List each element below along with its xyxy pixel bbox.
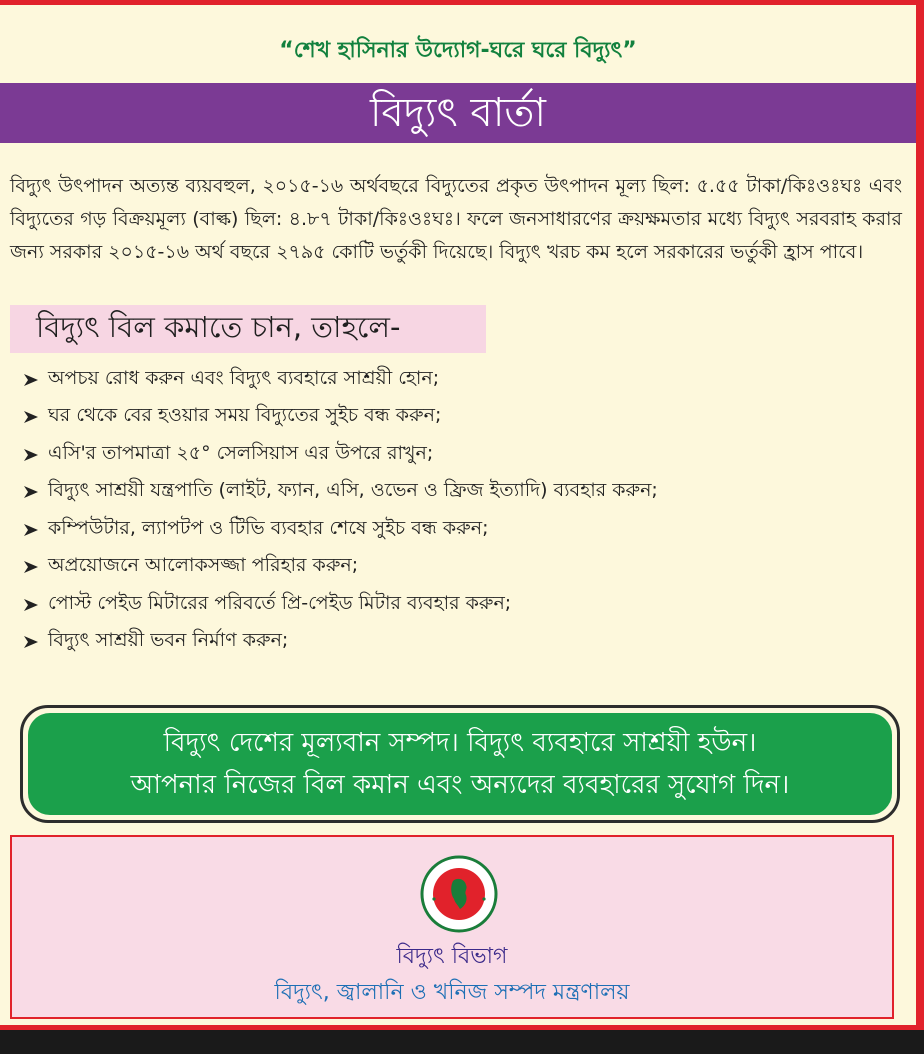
title-banner — [0, 83, 916, 143]
callout-line-1: বিদ্যুৎ দেশের মূল্যবান সম্পদ। বিদ্যুৎ ব্যবহারে সাশ্রয়ী হউন। — [163, 728, 757, 758]
tip-text: এসি'র তাপমাত্রা ২৫° সেলসিয়াস এর উপরে রাখুন; — [48, 441, 434, 464]
tip-text: কম্পিউটার, ল্যাপটপ ও টিভি ব্যবহার শেষে সুইচ বন্ধ করুন; — [48, 516, 489, 539]
arrow-bullet-icon — [22, 371, 40, 389]
arrow-bullet-icon — [22, 483, 40, 501]
tip-text: পোস্ট পেইড মিটারের পরিবর্তে প্রি-পেইড মিটার ব্যবহার করুন; — [48, 591, 512, 614]
list-item — [22, 361, 658, 399]
tip-text: অপ্রয়োজনে আলোকসজ্জা পরিহার করুন; — [48, 554, 359, 577]
callout-line-2: আপনার নিজের বিল কমান এবং অন্যদের ব্যবহারের সুযোগ দিন। — [130, 770, 790, 800]
arrow-bullet-icon — [22, 633, 40, 651]
tips-heading: বিদ্যুৎ বিল কমাতে চান, তাহলে- — [10, 305, 486, 353]
tip-text: বিদ্যুৎ সাশ্রয়ী ভবন নির্মাণ করুন; — [48, 629, 289, 652]
page-title: বিদ্যুৎ বার্তা — [370, 90, 546, 136]
callout-inner — [28, 713, 892, 815]
callout-box — [20, 705, 900, 823]
list-item — [22, 399, 658, 437]
arrow-bullet-icon — [22, 596, 40, 614]
footer-box — [10, 835, 894, 1019]
tip-text: অপচয় রোধ করুন এবং বিদ্যুৎ ব্যবহারে সাশ্রয়ী হোন; — [48, 366, 440, 389]
list-item — [22, 549, 658, 587]
arrow-bullet-icon — [22, 446, 40, 464]
intro-paragraph: বিদ্যুৎ উৎপাদন অত্যন্ত ব্যয়বহুল, ২০১৫-১৬ অর্থবছরে বিদ্যুতের প্রকৃত উৎপাদন মূল্য ছিল: ৫.৫৫ টাকা/কিঃওঃঘঃ এবং বিদ্যুতের গড় বিক্রয়মূল্য (বাল্ক) ছিল: ৪.৮৭ টাকা/কিঃওঃঘঃ। ফলে জনসাধারণের ক্রয়ক্ষমতার মধ্যে বিদ্যুৎ সরবরাহ করার জন্য সরকার ২০১৫-১৬ অর্থ বছরে ২৭৯৫ কোটি ভর্তুকী দিয়েছে। বিদ্যুৎ খরচ কম হলে সরকারের ভর্তুকী হ্রাস পাবে। — [10, 175, 902, 263]
list-item — [22, 474, 658, 512]
list-item — [22, 624, 658, 662]
government-seal-icon — [420, 855, 498, 933]
arrow-bullet-icon — [22, 521, 40, 539]
ministry-name: বিদ্যুৎ, জ্বালানি ও খনিজ সম্পদ মন্ত্রণালয় — [274, 980, 630, 1005]
tips-list — [22, 361, 658, 661]
arrow-bullet-icon — [22, 558, 40, 576]
department-name: বিদ্যুৎ বিভাগ — [396, 944, 508, 969]
tip-text: বিদ্যুৎ সাশ্রয়ী যন্ত্রপাতি (লাইট, ফ্যান, এসি, ওভেন ও ফ্রিজ ইত্যাদি) ব্যবহার করুন; — [48, 479, 658, 502]
list-item — [22, 511, 658, 549]
list-item — [22, 586, 658, 624]
list-item — [22, 436, 658, 474]
slogan: “শেখ হাসিনার উদ্যোগ-ঘরে ঘরে বিদ্যুৎ” — [279, 38, 637, 63]
arrow-bullet-icon — [22, 408, 40, 426]
tip-text: ঘর থেকে বের হওয়ার সময় বিদ্যুতের সুইচ বন্ধ করুন; — [48, 404, 442, 427]
